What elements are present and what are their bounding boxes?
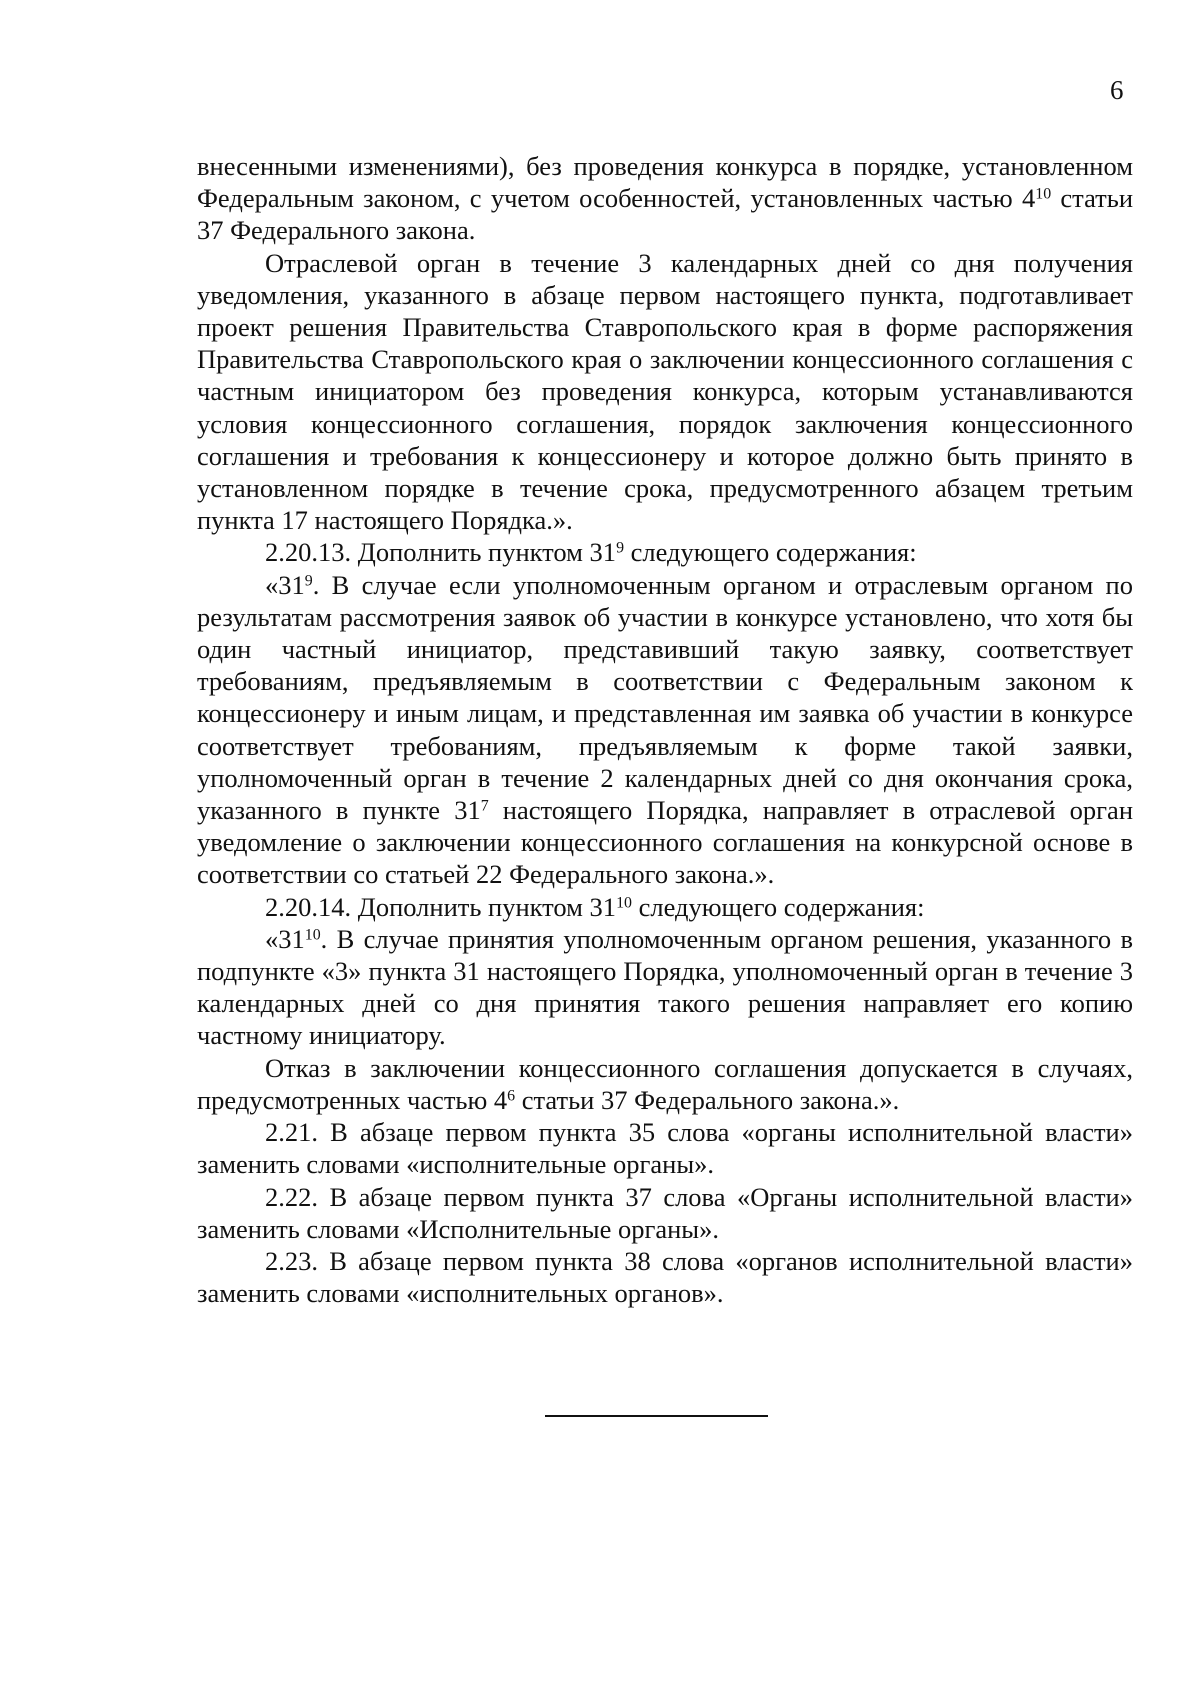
superscript: 10: [616, 893, 632, 911]
paragraph-text: 2.20.14. Дополнить пунктом 31: [265, 891, 617, 922]
paragraph: [197, 1245, 1133, 1309]
paragraph: [197, 536, 1133, 568]
paragraph-text: Отказ в заключении концессионного соглашения допускается в случаях, предусмотренных частью 4: [197, 1052, 1133, 1115]
paragraph: [197, 1181, 1133, 1245]
paragraph-text: 2.21. В абзаце первом пункта 35 слова «органы исполнительной власти» заменить словами «исполнительные органы».: [197, 1117, 1133, 1180]
paragraph-text: . В случае если уполномоченным органом и отраслевым органом по результатам рассмотрения заявок об участии в конкурсе установлено, что хотя бы один частный инициатор, представивший такую заявку, соответствует требованиям, предъявляемым в соответствии с Федеральным законом к концессионеру и иным лицам, и представленная им заявка об участии в конкурсе соответствует требованиям, предъявляемым к форме такой заявки, уполномоченный орган в течение 2 календарных дней со дня окончания срока, указанного в пункте 31: [197, 569, 1133, 826]
superscript: 10: [1035, 185, 1052, 203]
paragraph: [197, 923, 1133, 1052]
paragraph: [197, 891, 1133, 923]
end-rule: [545, 1415, 768, 1417]
superscript: 9: [304, 571, 313, 589]
paragraph-text: «31: [265, 569, 305, 600]
paragraph-text: настоящего Порядка, направляет в отраслевой орган уведомление о заключении концессионного соглашения на конкурсной основе в соответствии со статьей 22 Федерального закона.».: [197, 795, 1133, 890]
paragraph-text: 2.23. В абзаце первом пункта 38 слова «органов исполнительной власти» заменить словами «исполнительных органов».: [197, 1245, 1133, 1309]
paragraph-text: следующего содержания:: [624, 537, 917, 568]
superscript: 10: [304, 926, 321, 944]
paragraph-text: . В случае принятия уполномоченным органом решения, указанного в подпункте «3» пункта 31 настоящего Порядка, уполномоченный орган в течение 3 календарных дней со дня принятия такого решения направляет его копию частному инициатору.: [197, 923, 1133, 1051]
superscript: 7: [480, 797, 489, 815]
paragraph-text: «31: [265, 923, 305, 954]
paragraph: [197, 150, 1133, 247]
paragraph-text: следующего содержания:: [631, 891, 925, 922]
superscript: 6: [507, 1087, 516, 1105]
superscript: 9: [616, 539, 625, 557]
paragraph: [197, 1052, 1133, 1116]
paragraph-text: статьи 37 Федерального закона.: [197, 183, 1134, 246]
paragraph: [197, 247, 1133, 537]
page-number: 6: [1110, 75, 1124, 105]
paragraph-text: статьи 37 Федерального закона.».: [515, 1084, 900, 1115]
paragraph-text: Отраслевой орган в течение 3 календарных дней со дня получения уведомления, указанного в абзаце первом настоящего пункта, подготавливает проект решения Правительства Ставропольского края в форме распоряжения Правительства Ставропольского края о заключении концессионного соглашения с частным инициатором без проведения конкурса, которым устанавливаются условия концессионного соглашения, порядок заключения концессионного соглашения и требования к концессионеру и которое должно быть принято в установленном порядке в течение срока, предусмотренного абзацем третьим пункта 17 настоящего Порядка.».: [197, 247, 1133, 536]
paragraph: [197, 569, 1133, 891]
paragraph-text: внесенными изменениями), без проведения конкурса в порядке, установленном Федеральным законом, с учетом особенностей, установленных частью 4: [197, 151, 1133, 214]
paragraph: [197, 1116, 1133, 1180]
paragraph-text: 2.20.13. Дополнить пунктом 31: [265, 537, 617, 568]
document-body: [197, 150, 1133, 1309]
paragraph-text: 2.22. В абзаце первом пункта 37 слова «Органы исполнительной власти» заменить словами «Исполнительные органы».: [197, 1181, 1133, 1244]
